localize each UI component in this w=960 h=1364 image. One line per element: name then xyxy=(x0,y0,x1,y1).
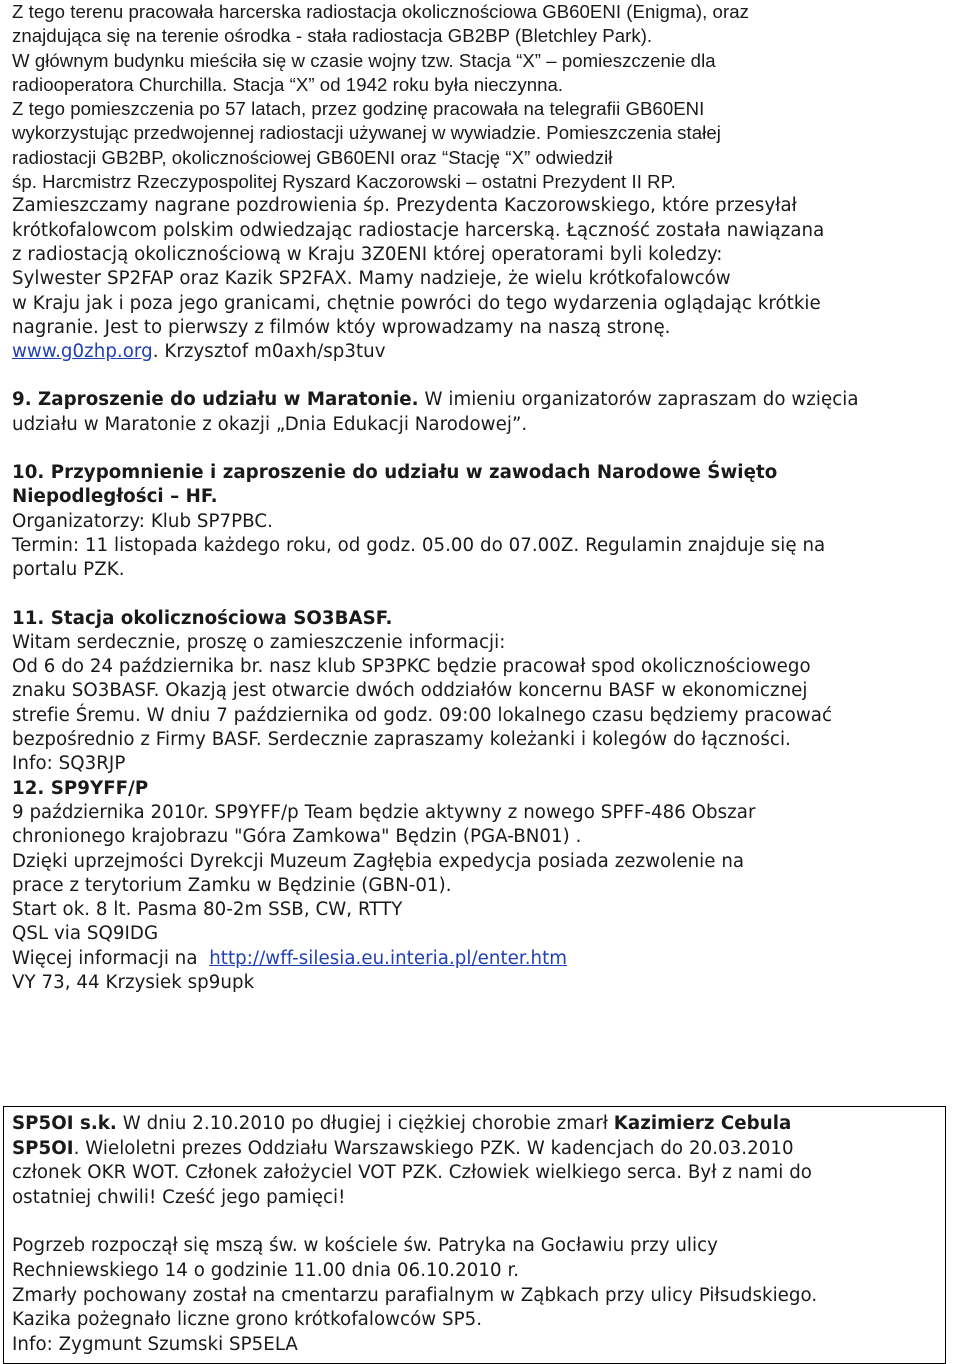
text-line: nagranie. Jest to pierwszy z filmów któy wprowadzamy na naszą stronę. xyxy=(12,316,671,338)
section-heading xyxy=(12,461,948,485)
section-heading xyxy=(12,607,948,631)
text-line: bezpośrednio z Firmy BASF. Serdecznie zapraszamy koleżanki i kolegów do łączności. xyxy=(12,729,791,751)
text-line: Zamieszczamy nagrane pozdrowienia śp. Prezydenta Kaczorowskiego, które przesyłał xyxy=(12,195,797,217)
text-line: wykorzystując przedwojennej radiostacji używanej w wywiadzie. Pomieszczenia stałej xyxy=(12,122,721,144)
person-name: Kazimierz Cebula xyxy=(613,1113,792,1134)
text-line: Rechniewskiego 14 o godzinie 11.00 dnia 06.10.2010 r. xyxy=(12,1259,520,1281)
section-10 xyxy=(12,461,948,582)
text-line: śp. Harcmistrz Rzeczypospolitej Ryszard Kaczorowski – ostatni Prezydent II RP. xyxy=(12,171,676,193)
heading-line: 12. SP9YFF/P xyxy=(12,777,149,799)
heading-line: Niepodległości – HF. xyxy=(12,486,218,508)
section-9 xyxy=(12,388,948,437)
intro-section xyxy=(12,0,948,364)
text-span: W dniu 2.10.2010 po długiej i ciężkiej chorobie zmarł xyxy=(116,1113,614,1134)
text-line: chronionego krajobrazu "Góra Zamkowa" Będzin (PGA-BN01) . xyxy=(12,826,582,848)
text-line: Z tego terenu pracowała harcerska radiostacja okolicznościowa GB60ENI (Enigma), oraz xyxy=(12,1,749,22)
text-line: Termin: 11 listopada każdego roku, od godz. 05.00 do 07.00Z. Regulamin znajduje się na xyxy=(12,534,826,556)
text-line: ostatniej chwili! Cześć jego pamięci! xyxy=(12,1186,346,1208)
text-line: Info: SQ3RJP xyxy=(12,753,126,775)
heading-line: 11. Stacja okolicznościowa SO3BASF. xyxy=(12,607,393,629)
text-line: krótkofalowcom polskim odwiedzając radiostacje harcerską. Łączność została nawiązana xyxy=(12,219,825,241)
text-line: Dzięki uprzejmości Dyrekcji Muzeum Zagłębia expedycja posiada zezwolenie na xyxy=(12,850,745,872)
text-line: Z tego pomieszczenia po 57 latach, przez godzinę pracowała na telegrafii GB60ENI xyxy=(12,98,705,120)
text-line: strefie Śremu. W dniu 7 października od godz. 09:00 lokalnego czasu będziemy pracować xyxy=(12,704,833,726)
text-line: portalu PZK. xyxy=(12,559,125,581)
text-line: 9 października 2010r. SP9YFF/p Team będzie aktywny z nowego SPFF-486 Obszar xyxy=(12,801,756,823)
text-line: Witam serdecznie, proszę o zamieszczenie informacji: xyxy=(12,631,506,653)
text-line: radiostacji GB2BP, okolicznościowej GB60ENI oraz “Stację “X” odwiedził xyxy=(12,146,613,168)
text-span: . Wieloletni prezes Oddziału Warszawskiego PZK. W kadencjach do 20.03.2010 xyxy=(73,1137,794,1159)
text-line: udziału w Maratonie z okazji „Dnia Edukacji Narodowej”. xyxy=(12,413,528,435)
text-line: VY 73, 44 Krzysiek sp9upk xyxy=(12,971,255,993)
text-line: Start ok. 8 lt. Pasma 80-2m SSB, CW, RTTY xyxy=(12,899,403,921)
text-line: w Kraju jak i poza jego granicami, chętnie powróci do tego wydarzenia oglądając krótkie xyxy=(12,292,821,314)
text-line: Info: Zygmunt Szumski SP5ELA xyxy=(12,1333,298,1355)
heading-line: 10. Przypomnienie i zaproszenie do udziału w zawodach Narodowe Święto xyxy=(12,462,778,484)
section-heading xyxy=(12,777,948,801)
text-line: Organizatorzy: Klub SP7PBC. xyxy=(12,510,273,532)
text-line: z radiostacją okolicznościową w Kraju 3Z0ENI której operatorami byli koledzy: xyxy=(12,243,723,265)
signature: . Krzysztof m0axh/sp3tuv xyxy=(152,341,386,363)
section-12 xyxy=(12,777,948,996)
website-link[interactable]: www.g0zhp.org xyxy=(12,341,153,363)
text-line: prace z terytorium Zamku w Będzinie (GBN-01). xyxy=(12,874,452,896)
callsign: SP5OI s.k. xyxy=(12,1113,117,1134)
section-heading: 9. Zaproszenie do udziału w Maratonie. xyxy=(12,389,419,411)
text-line: W głównym budynku mieściła się w czasie wojny tzw. Stacja “X” – pomieszczenie dla xyxy=(12,49,716,71)
obituary-box xyxy=(3,1106,946,1364)
text-line xyxy=(12,1137,945,1162)
text-line xyxy=(12,947,948,971)
section-11 xyxy=(12,607,948,777)
section-heading xyxy=(12,485,948,509)
text-line: Kazika pożegnało liczne grono krótkofalowców SP5. xyxy=(12,1309,483,1331)
document-page xyxy=(12,0,948,995)
text-span: Więcej informacji na xyxy=(12,947,210,969)
text-line: Sylwester SP2FAP oraz Kazik SP2FAX. Mamy nadzieje, że wielu krótkofalowców xyxy=(12,268,731,290)
text-line: radiooperatora Churchilla. Stacja “X” od 1942 roku była nieczynna. xyxy=(12,73,564,95)
text-line: znaku SO3BASF. Okazją jest otwarcie dwóch oddziałów koncernu BASF w ekonomicznej xyxy=(12,680,808,702)
text-line: Pogrzeb rozpoczął się mszą św. w kościele św. Patryka na Gocławiu przy ulicy xyxy=(12,1235,718,1257)
text-span: W imieniu organizatorów zapraszam do wzięcia xyxy=(418,389,859,411)
wff-silesia-link[interactable]: http://wff-silesia.eu.interia.pl/enter.htm xyxy=(209,947,568,969)
text-line: znajdująca się na terenie ośrodka - stała radiostacja GB2BP (Bletchley Park). xyxy=(12,25,653,47)
text-line: Od 6 do 24 października br. nasz klub SP3PKC będzie pracował spod okolicznościowego xyxy=(12,656,811,678)
callsign: SP5OI xyxy=(12,1137,74,1159)
text-line xyxy=(12,1112,945,1137)
text-line xyxy=(12,388,948,412)
text-line: QSL via SQ9IDG xyxy=(12,923,159,945)
text-line: Zmarły pochowany został na cmentarzu parafialnym w Ząbkach przy ulicy Piłsudskiego. xyxy=(12,1284,818,1306)
text-line xyxy=(12,340,948,364)
text-line: członek OKR WOT. Członek założyciel VOT PZK. Człowiek wielkiego serca. Był z nami do xyxy=(12,1162,812,1184)
